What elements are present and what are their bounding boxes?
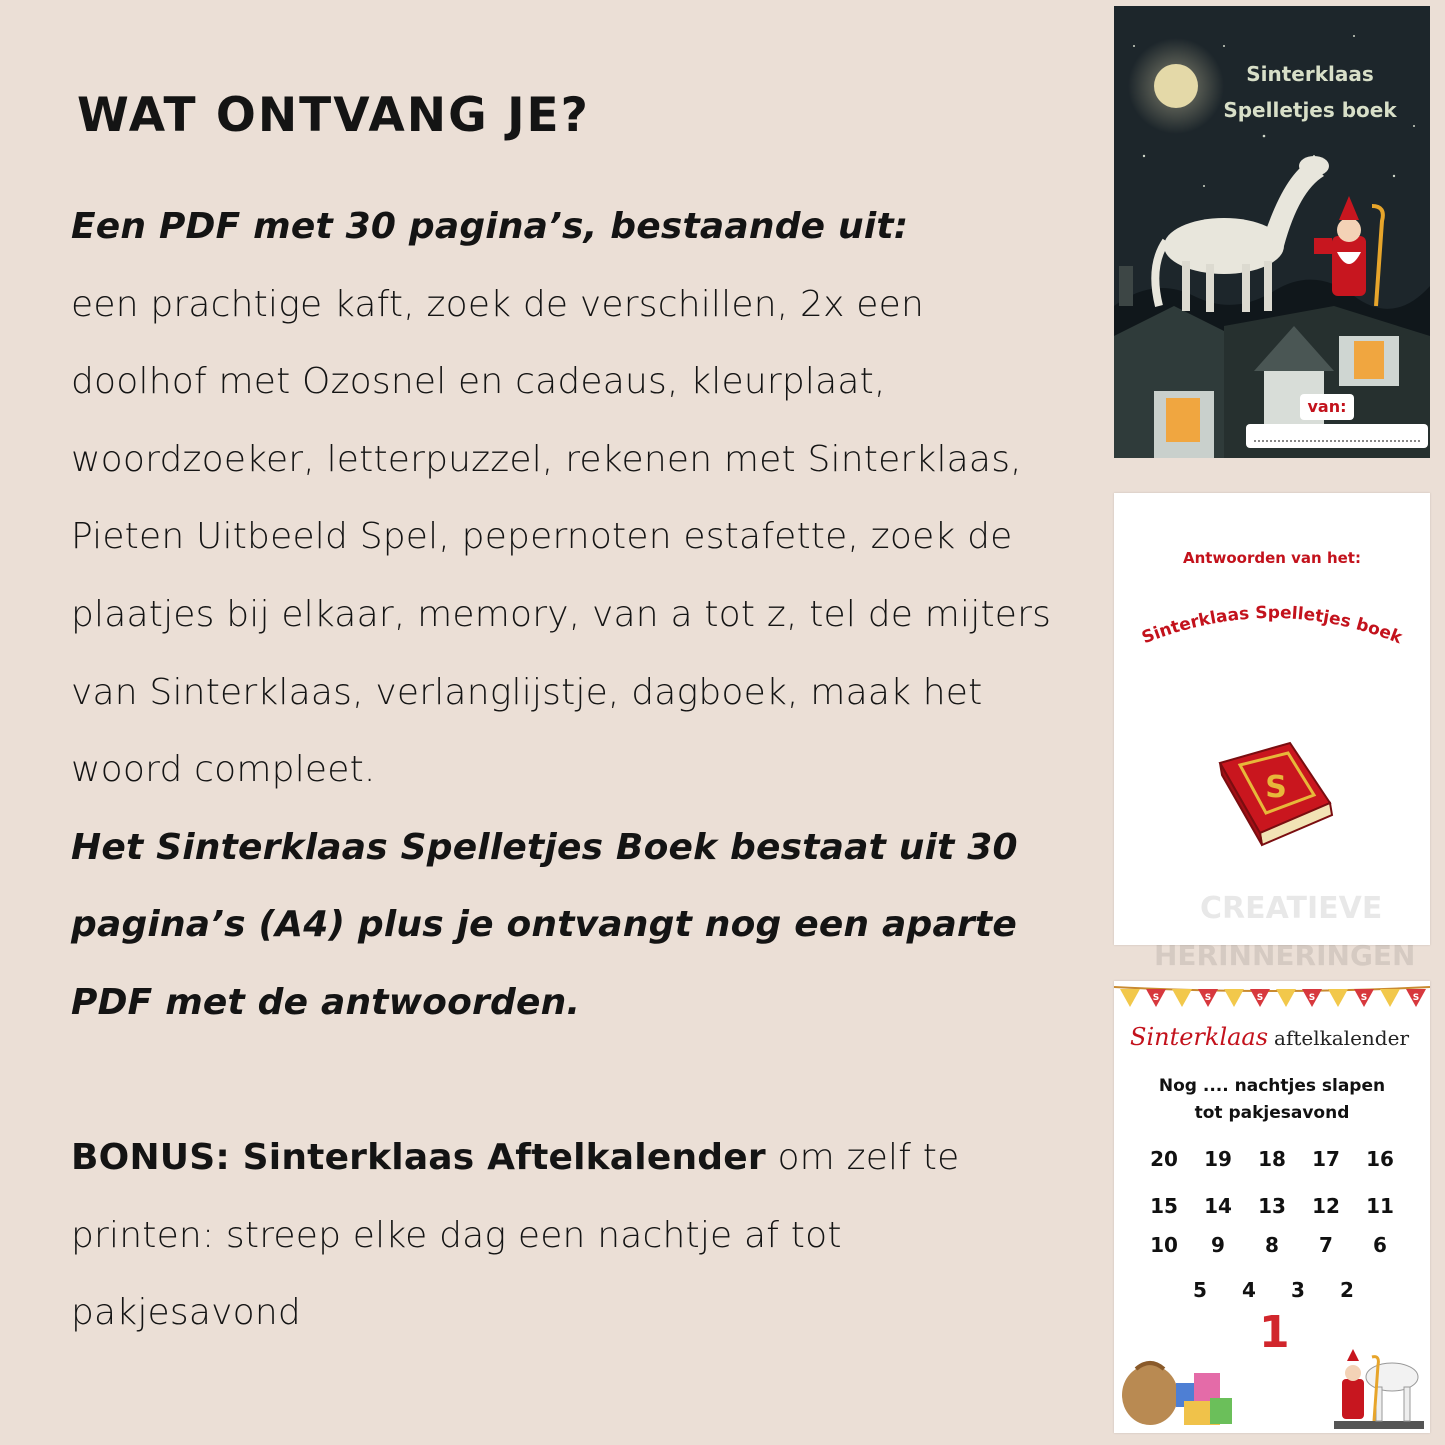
intro-contents: een prachtige kaft, zoek de verschillen, 2x een doolhof met Ozosnel en cadeaus, kleurplaat, woordzoeker, letterpuzzel, rekenen met Sinterklaas, Pieten Uitbeeld Spel, pepernoten estafette, zoek de plaatjes bij elkaar, memory, van a tot z, tel de mijters van Sinterklaas, verlanglijstje, dagboek, maak het woord compleet. — [71, 283, 1052, 791]
bonus-text: om zelf te printen: streep elke dag een nachtje af tot pakjesavond — [71, 1137, 960, 1334]
calendar-day-number: 18 — [1258, 1147, 1286, 1171]
bonus-label: BONUS: Sinterklaas Aftelkalender — [71, 1137, 766, 1179]
cover-title-line2: Spelletjes boek — [1223, 98, 1397, 122]
bunting-flag-letter: S — [1308, 993, 1316, 1003]
answers-title-arc — [1114, 588, 1430, 668]
bunting-flag — [1224, 989, 1244, 1007]
calendar-day-number: 14 — [1204, 1194, 1232, 1218]
book-letter: S — [1265, 770, 1287, 805]
answers-preview — [1114, 493, 1430, 972]
cover-name-line — [1246, 424, 1428, 448]
bunting-flag-letter: S — [1204, 993, 1212, 1003]
red-book-icon — [1210, 733, 1340, 853]
calendar-day-number: 8 — [1265, 1233, 1279, 1257]
calendar-title-plain: aftelkalender — [1274, 1026, 1409, 1050]
calendar-day-number: 4 — [1242, 1278, 1256, 1302]
calendar-illustration — [1114, 1343, 1430, 1433]
calendar-day-number: 6 — [1373, 1233, 1387, 1257]
svg-text:Sinterklaas Spelletjes boek — [1139, 603, 1405, 648]
calendar-subtitle-line2: tot pakjesavond — [1194, 1103, 1350, 1123]
answers-heading: Antwoorden van het: — [1183, 549, 1361, 567]
calendar-day-number: 19 — [1204, 1147, 1232, 1171]
calendar-day-number: 15 — [1150, 1194, 1178, 1218]
calendar-day-number: 7 — [1319, 1233, 1333, 1257]
calendar-day-number: 10 — [1150, 1233, 1178, 1257]
calendar-day-number: 2 — [1340, 1278, 1354, 1302]
bunting-flag-letter: S — [1360, 993, 1368, 1003]
bunting-flag-letter: S — [1412, 993, 1420, 1003]
calendar-day-number: 16 — [1366, 1147, 1394, 1171]
calendar-title-red: Sinterklaas — [1130, 1023, 1269, 1051]
calendar-day-number: 17 — [1312, 1147, 1340, 1171]
calendar-subtitle — [1114, 1073, 1430, 1127]
calendar-day-number: 9 — [1211, 1233, 1225, 1257]
calendar-day-number: 13 — [1258, 1194, 1286, 1218]
watermark-line1: CREATIEVE — [1200, 891, 1383, 926]
calendar-day-number: 20 — [1150, 1147, 1178, 1171]
calendar-day-number: 12 — [1312, 1194, 1340, 1218]
cover-preview — [1114, 6, 1430, 458]
answers-note: Het Sinterklaas Spelletjes Boek bestaat uit 30 pagina’s (A4) plus je ontvangt nog een aparte PDF met de antwoorden. — [71, 826, 1018, 1023]
calendar-title — [1130, 1023, 1409, 1051]
description — [71, 188, 1071, 1352]
calendar-subtitle-line1: Nog .... nachtjes slapen — [1158, 1076, 1386, 1096]
bunting-flag — [1328, 989, 1348, 1007]
calendar-preview — [1114, 981, 1430, 1433]
cover-van-label: van: — [1300, 394, 1354, 420]
calendar-day-number: 3 — [1291, 1278, 1305, 1302]
bunting-flag-letter: S — [1152, 993, 1160, 1003]
calendar-day-number: 11 — [1366, 1194, 1394, 1218]
cover-title — [1210, 56, 1410, 128]
cover-title-line1: Sinterklaas — [1246, 62, 1374, 86]
calendar-final-day: 1 — [1259, 1307, 1290, 1358]
calendar-day-number: 5 — [1193, 1278, 1207, 1302]
bunting-flag — [1120, 989, 1140, 1007]
bonus-paragraph — [71, 1119, 1071, 1352]
bunting-flag-letter: S — [1256, 993, 1264, 1003]
bunting-flag — [1276, 989, 1296, 1007]
intro-heading: Een PDF met 30 pagina’s, bestaande uit: — [71, 206, 909, 247]
bunting-flag — [1380, 989, 1400, 1007]
page-heading: WAT ONTVANG JE? — [77, 88, 590, 143]
watermark-line2: HERINNERINGEN — [1154, 939, 1416, 972]
answers-title: Sinterklaas Spelletjes boek — [1139, 602, 1405, 649]
bunting-flags — [1114, 981, 1430, 1011]
bunting-flag — [1172, 989, 1192, 1007]
